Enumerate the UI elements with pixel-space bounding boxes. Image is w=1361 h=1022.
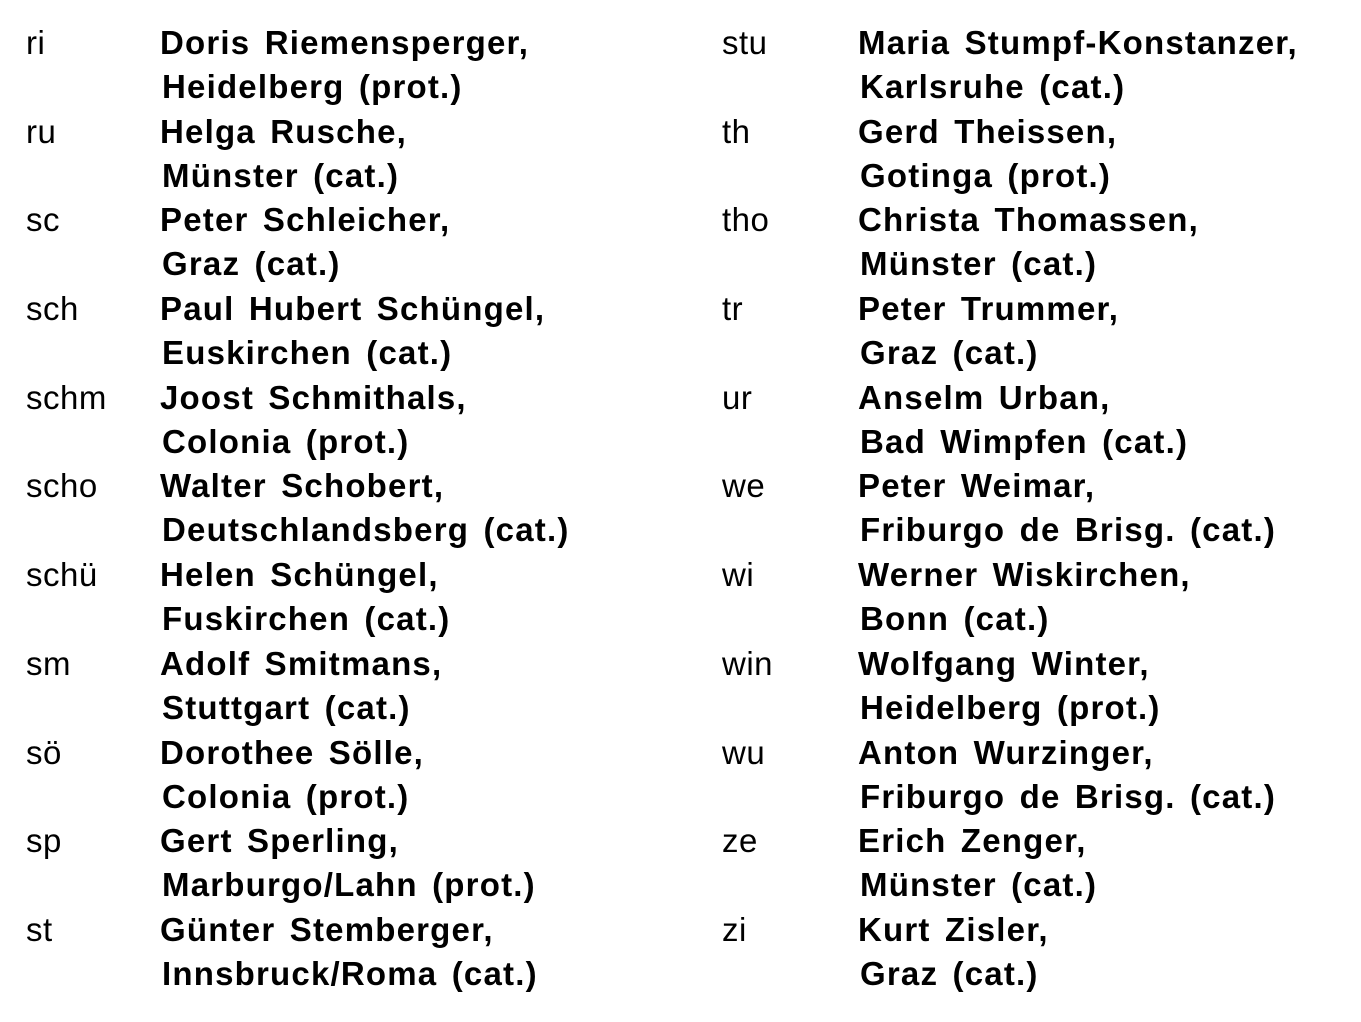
contributor-abbreviation: st [26,910,53,948]
contributor-abbreviation: tr [722,290,744,328]
contributor-name: Paul Hubert Schüngel, [160,290,546,328]
contributor-place: Münster (cat.) [860,866,1098,904]
contributor-entry [722,908,1342,997]
contributor-name: Adolf Smitmans, [160,644,443,682]
contributor-abbreviation: ru [26,112,57,150]
contributor-place: Friburgo de Brisg. (cat.) [860,511,1277,549]
contributor-place: Heidelberg (prot.) [162,68,463,105]
contributor-name: Anselm Urban, [858,378,1111,416]
contributor-abbreviation: stu [722,24,768,61]
contributor-abbreviation: sö [26,733,62,771]
contributor-entry [722,287,1342,376]
contributor-name: Joost Schmithals, [160,378,467,416]
contributor-place: Graz (cat.) [162,245,341,283]
contributor-entry [722,21,1342,110]
contributor-name: Gert Sperling, [160,822,400,860]
contributor-place: Heidelberg (prot.) [860,688,1161,726]
contributor-name: Günter Stemberger, [160,910,494,948]
contributor-entry [26,110,676,199]
contributor-place: Euskirchen (cat.) [162,334,453,372]
contributor-entry [26,553,676,642]
contributor-entry [722,819,1342,908]
contributor-abbreviation: zi [722,910,747,948]
contributor-abbreviation: sc [26,201,60,239]
contributor-abbreviation: schü [26,556,98,594]
contributor-name: Helen Schüngel, [160,556,439,594]
contributor-name: Werner Wiskirchen, [858,556,1191,594]
contributor-name: Wolfgang Winter, [858,644,1150,682]
contributor-place: Münster (cat.) [162,156,400,194]
contributor-abbreviation: we [722,467,766,505]
contributor-entry [26,908,676,997]
contributor-abbreviation: win [722,644,774,682]
contributor-name: Peter Weimar, [858,467,1096,505]
contributor-entry [722,110,1342,199]
contributor-abbreviation: sch [26,290,79,328]
contributor-abbreviation: ur [722,378,753,416]
contributor-place: Deutschlandsberg (cat.) [162,511,570,549]
contributor-name: Dorothee Sölle, [160,733,425,771]
contributor-name: Kurt Zisler, [858,910,1049,948]
contributor-abbreviation: sm [26,644,71,682]
contributor-place: Gotinga (prot.) [860,156,1112,194]
contributor-name: Walter Schobert, [160,467,445,505]
contributor-entry [26,198,676,287]
contributor-abbreviation: th [722,112,751,150]
contributor-place: Bad Wimpfen (cat.) [860,422,1189,460]
contributor-entry [26,819,676,908]
contributor-abbreviation: sp [26,822,62,860]
contributor-name: Erich Zenger, [858,822,1087,860]
contributor-name: Peter Trummer, [858,290,1120,328]
contributor-abbreviation: ze [722,822,758,860]
contributor-name: Doris Riemensperger, [160,24,530,61]
contributor-place: Fuskirchen (cat.) [162,600,451,638]
contributor-place: Colonia (prot.) [162,422,410,460]
contributor-name: Peter Schleicher, [160,201,451,239]
contributor-place: Friburgo de Brisg. (cat.) [860,777,1277,815]
contributor-entry [26,287,676,376]
contributor-abbreviation: schm [26,378,107,416]
contributor-entry [26,464,676,553]
contributor-entry [26,376,676,465]
contributor-name: Maria Stumpf-Konstanzer, [858,24,1298,61]
contributor-entry [722,198,1342,287]
contributor-entry [722,731,1342,820]
contributor-place: Colonia (prot.) [162,777,410,815]
contributor-place: Graz (cat.) [860,954,1039,992]
contributor-entry [26,731,676,820]
contributor-place: Bonn (cat.) [860,600,1050,638]
contributor-name: Gerd Theissen, [858,112,1118,150]
contributor-abbreviation: tho [722,201,770,239]
contributor-name: Helga Rusche, [160,112,408,150]
contributor-place: Graz (cat.) [860,334,1039,372]
left-column [26,21,676,997]
contributor-entry [26,21,676,110]
contributor-entry [26,642,676,731]
contributor-abbreviation: scho [26,467,98,505]
contributor-place: Karlsruhe (cat.) [860,68,1126,105]
contributor-place: Stuttgart (cat.) [162,688,411,726]
contributor-abbreviation: wu [722,733,766,771]
contributor-place: Innsbruck/Roma (cat.) [162,954,538,992]
contributor-abbreviation: wi [722,556,755,594]
contributor-abbreviation: ri [26,24,46,61]
right-column [722,21,1342,997]
contributor-name: Anton Wurzinger, [858,733,1154,771]
contributor-entry [722,642,1342,731]
contributor-entry [722,464,1342,553]
contributor-place: Münster (cat.) [860,245,1098,283]
contributor-entry [722,376,1342,465]
contributor-name: Christa Thomassen, [858,201,1200,239]
contributor-place: Marburgo/Lahn (prot.) [162,866,536,904]
contributor-entry [722,553,1342,642]
